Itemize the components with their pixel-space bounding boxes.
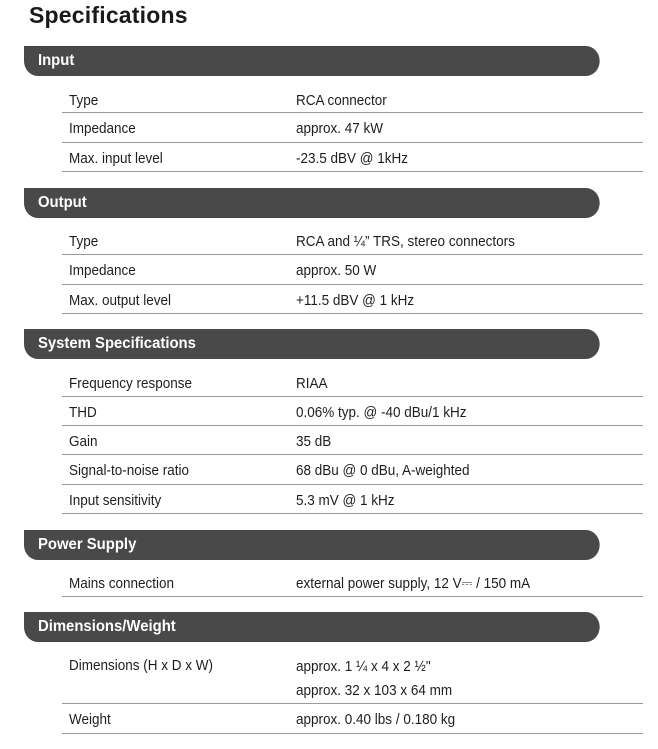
spec-label: Mains connection — [69, 575, 175, 592]
spec-row — [62, 426, 643, 455]
spec-row — [62, 143, 643, 172]
spec-row — [62, 226, 643, 255]
spec-table-input — [62, 85, 643, 172]
spec-label: Type — [69, 233, 99, 250]
spec-value: -23.5 dBV @ 1kHz — [296, 150, 409, 167]
spec-label: Dimensions (H x D x W) — [69, 657, 214, 674]
spec-table-dimensions — [62, 650, 643, 734]
spec-value: approx. 0.40 lbs / 0.180 kg — [296, 711, 456, 728]
section-heading: System Specifications — [37, 335, 196, 352]
section-heading: Input — [37, 52, 75, 69]
spec-row — [62, 485, 643, 514]
spec-table-power — [62, 568, 643, 597]
spec-row — [62, 568, 643, 597]
spec-table-system — [62, 368, 643, 514]
section-header-input — [24, 46, 600, 76]
spec-label: Max. output level — [69, 292, 172, 309]
section-heading: Dimensions/Weight — [37, 618, 176, 635]
spec-value: RCA and ¼” TRS, stereo connectors — [296, 233, 515, 250]
section-header-dimensions — [24, 612, 600, 642]
spec-label: THD — [69, 404, 97, 421]
spec-label: Frequency response — [69, 375, 193, 392]
spec-value: 68 dBu @ 0 dBu, A-weighted — [296, 462, 470, 479]
section-header-power — [24, 530, 600, 560]
section-heading: Power Supply — [37, 536, 137, 553]
spec-label: Impedance — [69, 120, 136, 137]
section-header-system — [24, 329, 600, 359]
spec-row — [62, 704, 643, 734]
spec-value: 5.3 mV @ 1 kHz — [296, 492, 395, 509]
spec-row — [62, 85, 643, 113]
spec-value: approx. 50 W — [296, 262, 377, 279]
spec-row — [62, 650, 643, 704]
spec-row — [62, 255, 643, 285]
spec-row — [62, 397, 643, 426]
spec-label: Impedance — [69, 262, 136, 279]
spec-value: external power supply, 12 V⎓ / 150 mA — [296, 575, 531, 592]
spec-label: Signal-to-noise ratio — [69, 462, 190, 479]
spec-table-output — [62, 226, 643, 314]
spec-value — [296, 655, 452, 703]
spec-value-imperial: approx. 1 ¼ x 4 x 2 ½" — [296, 658, 431, 675]
spec-label: Gain — [69, 433, 98, 450]
spec-row — [62, 368, 643, 397]
spec-value: RCA connector — [296, 92, 387, 109]
page-title: Specifications — [29, 2, 188, 28]
spec-value: +11.5 dBV @ 1 kHz — [296, 292, 415, 309]
spec-label: Type — [69, 92, 99, 109]
spec-row — [62, 455, 643, 485]
spec-label: Input sensitivity — [69, 492, 162, 509]
spec-row — [62, 113, 643, 143]
section-header-output — [24, 188, 600, 218]
spec-value: 0.06% typ. @ -40 dBu/1 kHz — [296, 404, 467, 421]
spec-value: approx. 47 kW — [296, 120, 384, 137]
spec-value-metric: approx. 32 x 103 x 64 mm — [296, 682, 453, 699]
spec-label: Weight — [69, 711, 111, 728]
spec-value: 35 dB — [296, 433, 332, 450]
spec-row — [62, 285, 643, 314]
spec-label: Max. input level — [69, 150, 163, 167]
section-heading: Output — [37, 194, 87, 211]
spec-value: RIAA — [296, 375, 328, 392]
